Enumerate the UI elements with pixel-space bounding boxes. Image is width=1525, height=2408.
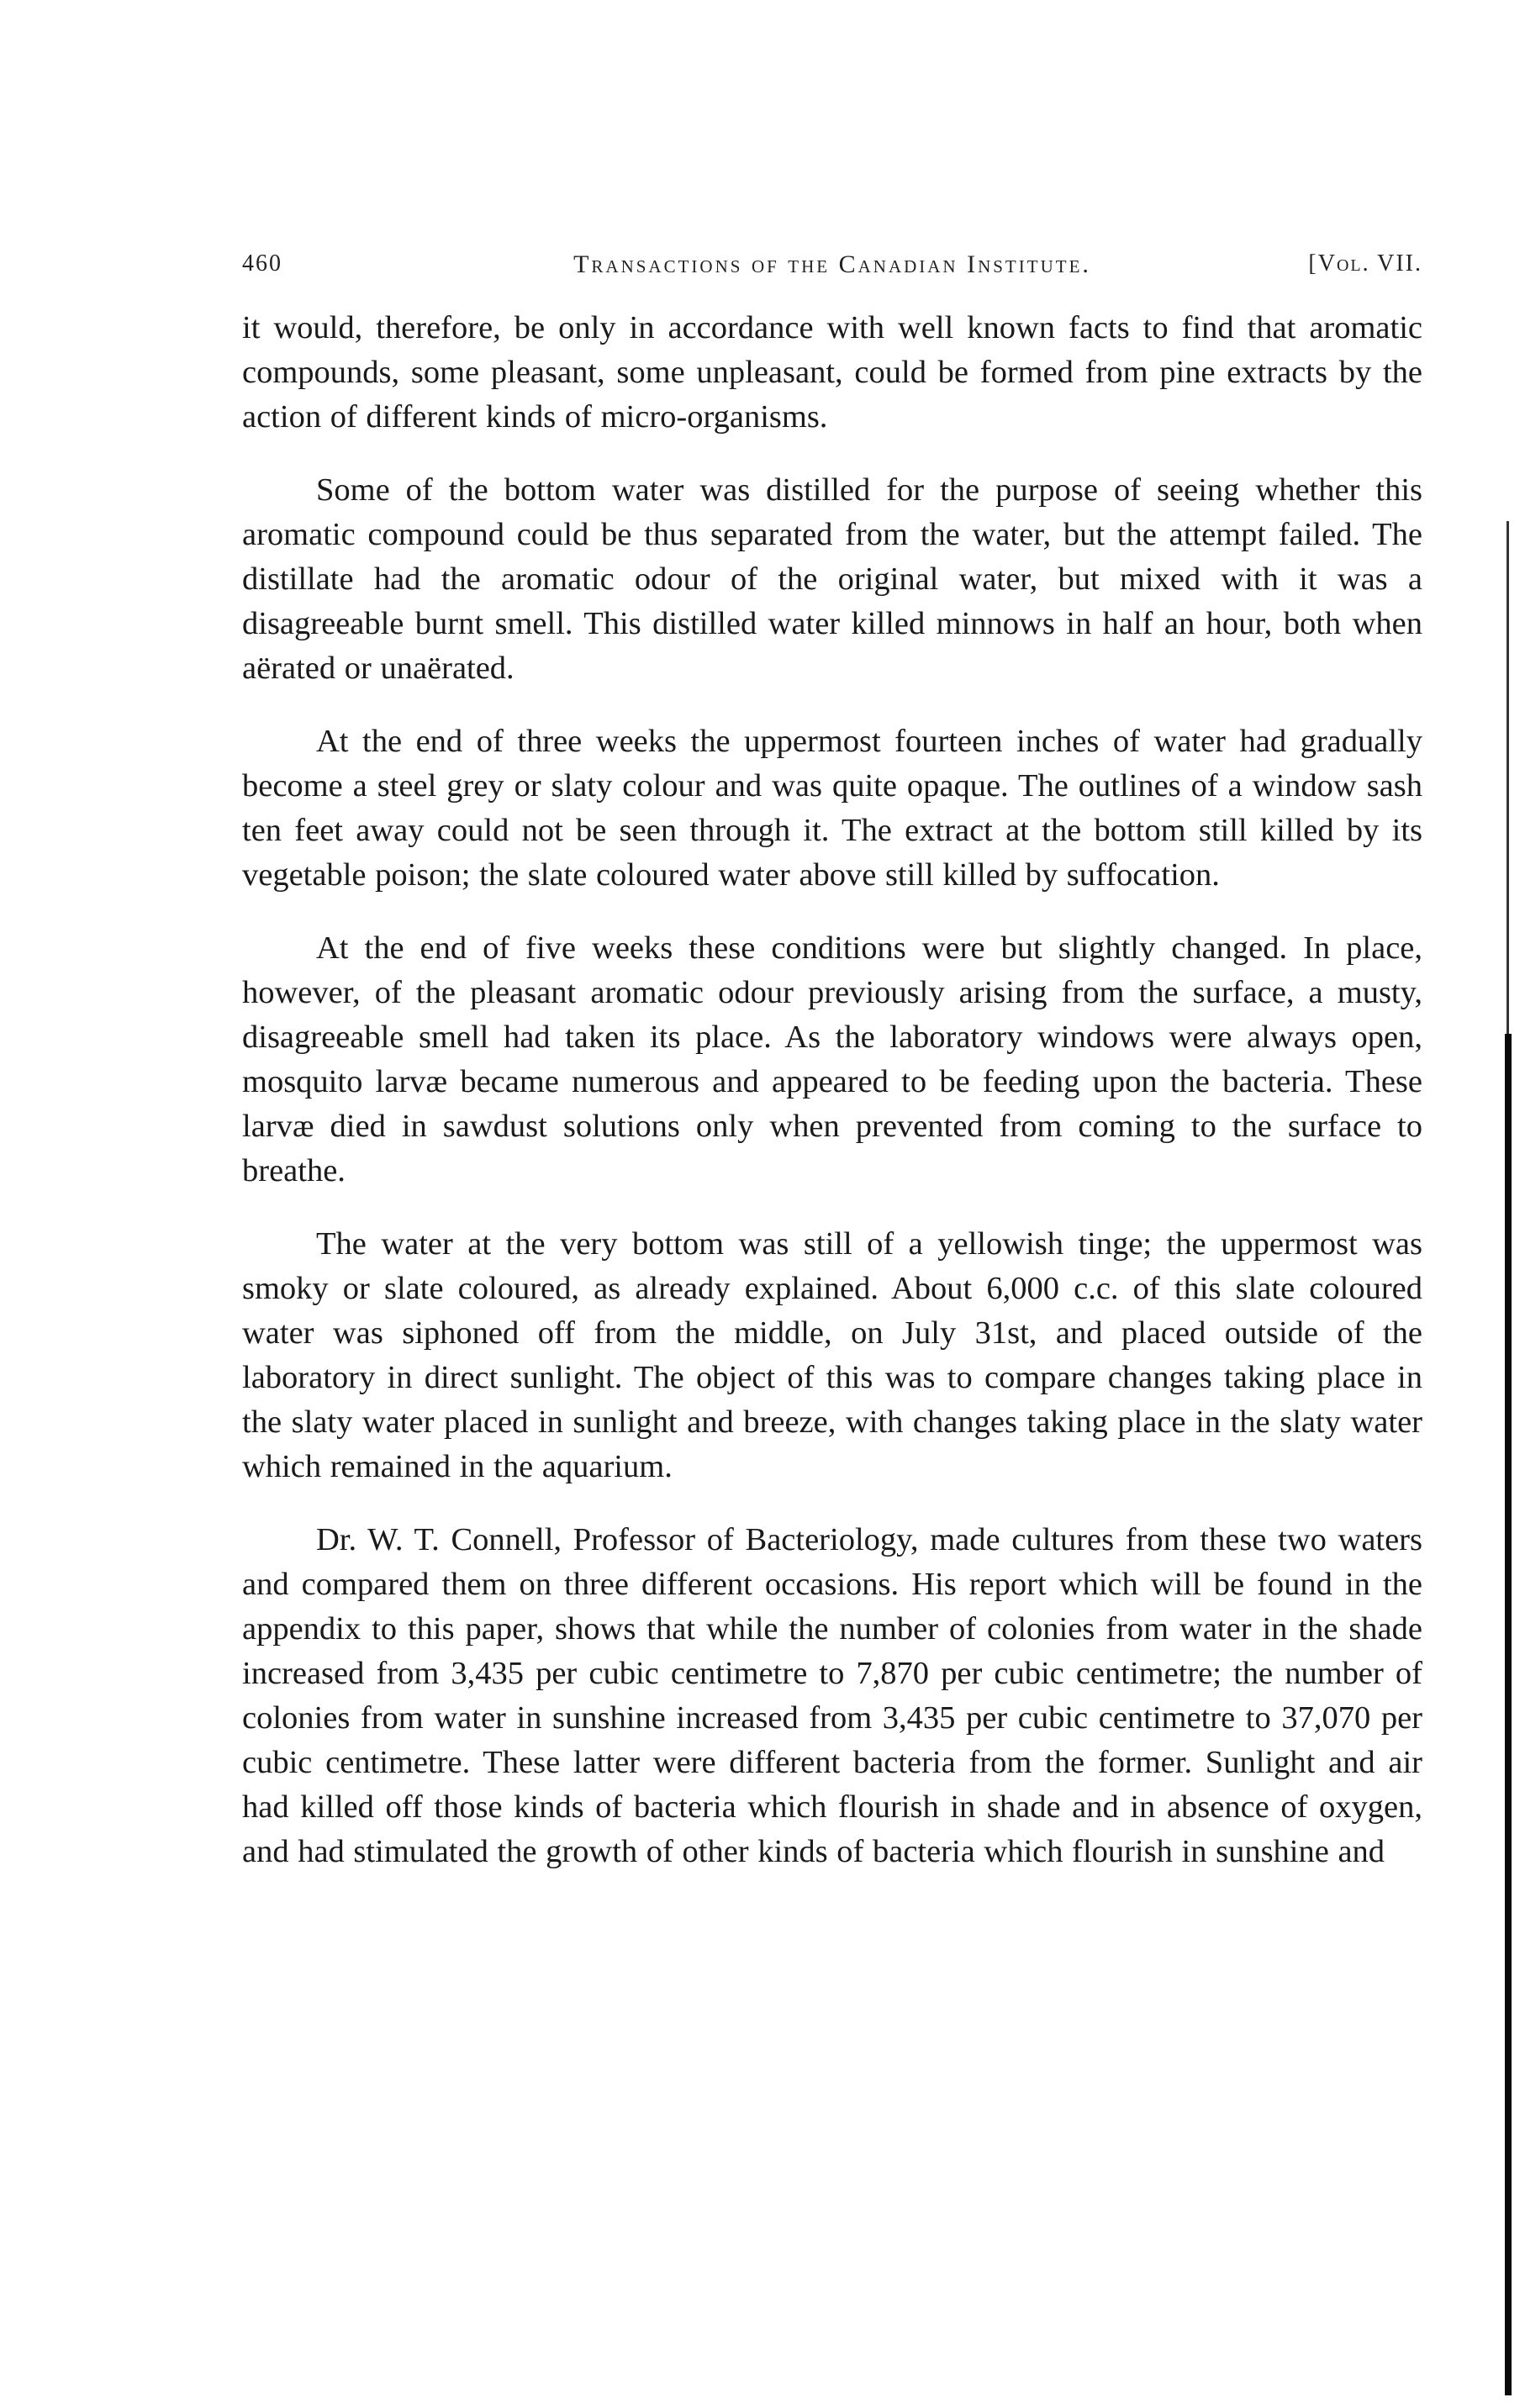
scan-margin-edge-lower [1505,1034,1512,2395]
scan-margin-edge-upper [1507,521,1509,1076]
paragraph-bottom-water: The water at the very bottom was still of a yellowish tinge; the uppermost was smoky or slate coloured, as already explained. About 6,000 c.c. of this slate coloured water was siphoned off from the middle, on July 31st, and placed outside of the laboratory in direct sunlight. The object of this was to compare changes taking place in the slaty water placed in sunlight and breeze, with changes taking place in the slaty water which remained in the aquarium. [242,1226,1422,1484]
body-text [242,306,1422,1874]
paragraph-continuation: it would, therefore, be only in accordance with well known facts to find that aromatic compounds, some pleasant, some unpleasant, could be formed from pine extracts by the action of different kinds of micro-organisms. [242,310,1422,435]
paragraph-three-weeks: At the end of three weeks the uppermost fourteen inches of water had gradually become a steel grey or slaty colour and was quite opaque. The outlines of a window sash ten feet away could not be seen through it. The extract at the bottom still killed by its vegetable poison; the slate coloured water above still killed by suffocation. [242,724,1422,893]
paragraph-five-weeks: At the end of five weeks these conditions were but slightly changed. In place, however, of the pleasant aromatic odour previously arising from the surface, a musty, disagreeable smell had taken its place. As the laboratory windows were always open, mosquito larvæ became numerous and appeared to be feeding upon the bacteria. These larvæ died in sawdust solutions only when prevented from coming to the surface to breathe. [242,930,1422,1188]
paragraph-connell-report: Dr. W. T. Connell, Professor of Bacteriology, made cultures from these two waters and compared them on three different occasions. His report which will be found in the appendix to this paper, shows that while the number of colonies from water in the shade increased from 3,435 per cubic centimetre to 7,870 per cubic centimetre; the number of colonies from water in sunshine increased from 3,435 per cubic centimetre to 37,070 per cubic centimetre. These latter were different bacteria from the former. Sunlight and air had killed off those kinds of bacteria which flourish in shade and in absence of oxygen, and had stimulated the growth of other kinds of bacteria which flourish in sunshine and [242,1522,1422,1869]
journal-title: Transactions of the Canadian Institute. [573,250,1091,278]
page-number: 460 [242,250,282,277]
running-head [242,250,1422,287]
paragraph-distillation: Some of the bottom water was distilled for the purpose of seeing whether this aromatic compound could be thus separated from the water, but the attempt failed. The distillate had the aromatic odour of the original water, but mixed with it was a disagreeable burnt smell. This distilled water killed minnows in half an hour, both when aërated or unaërated. [242,472,1422,686]
volume-label: [Vol. VII. [1308,250,1422,277]
